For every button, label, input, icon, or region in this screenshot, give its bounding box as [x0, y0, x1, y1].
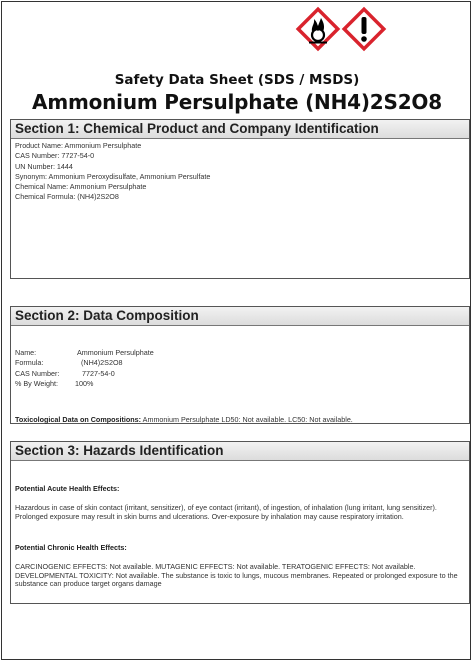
section-1-fields: [11, 139, 469, 205]
chronic-effects-text: CARCINOGENIC EFFECTS: Not available. MUTAGENIC EFFECTS: Not available. TERATOGENIC EFFECTS: Not available. DEVELOPMENTAL TOXICITY: Not available. The substance is toxic to lungs, mucous membranes. Repeated or prolonged exposure to the substance can produce target organs damage: [15, 562, 458, 589]
acute-effects-heading: Potential Acute Health Effects:: [15, 484, 120, 493]
product-name: Product Name: Ammonium Persulphate: [15, 141, 142, 150]
composition-row: [11, 348, 469, 358]
document-title: Ammonium Persulphate (NH4)2S2O8: [32, 90, 442, 114]
composition-table: [11, 348, 469, 389]
cas-number: CAS Number: 7727-54-0: [15, 151, 95, 161]
flame-over-circle-icon: [294, 5, 342, 53]
section-1-heading: Section 1: Chemical Product and Company Identification: [11, 120, 469, 139]
composition-value: 7727-54-0: [82, 368, 115, 378]
chronic-effects-heading: Potential Chronic Health Effects:: [15, 543, 127, 552]
section-1: [10, 119, 470, 279]
composition-row: [11, 358, 469, 368]
section-2-heading: Section 2: Data Composition: [11, 307, 469, 326]
chemical-formula: Chemical Formula: (NH4)2S2O8: [15, 192, 119, 202]
composition-label: % By Weight:: [15, 378, 59, 388]
section-2: [10, 306, 470, 424]
composition-label: Name:: [15, 348, 37, 357]
ghs-pictograms: [294, 5, 390, 57]
toxicological-text: Ammonium Persulphate LD50: Not available. LC50: Not available.: [141, 415, 353, 424]
composition-value: (NH4)2S2O8: [81, 358, 123, 368]
composition-label: CAS Number:: [15, 368, 60, 378]
exclamation-mark-icon: [340, 5, 388, 53]
synonym: Synonym: Ammonium Peroxydisulfate, Ammonium Persulfate: [15, 171, 211, 181]
section-3: [10, 441, 470, 604]
un-number: UN Number: 1444: [15, 161, 73, 171]
composition-row: [11, 369, 469, 379]
composition-value: Ammonium Persulphate: [77, 348, 154, 357]
composition-value: 100%: [75, 378, 94, 388]
composition-row: [11, 379, 469, 389]
composition-label: Formula:: [15, 358, 44, 368]
document-subtitle: Safety Data Sheet (SDS / MSDS): [114, 72, 360, 88]
toxicological-data: [15, 415, 353, 424]
toxicological-label: Toxicological Data on Compositions:: [15, 415, 142, 424]
section-3-heading: Section 3: Hazards Identification: [11, 442, 469, 461]
acute-effects-text: Hazardous in case of skin contact (irritant, sensitizer), of eye contact (irritant), of ingestion, of inhalation (lung irritant, lung sensitizer). Prolonged exposure may result in skin burns and ulcerations. Over-exposure by inhalation may cause respiratory irritation.: [15, 503, 437, 521]
chemical-name: Chemical Name: Ammonium Persulphate: [15, 182, 147, 192]
